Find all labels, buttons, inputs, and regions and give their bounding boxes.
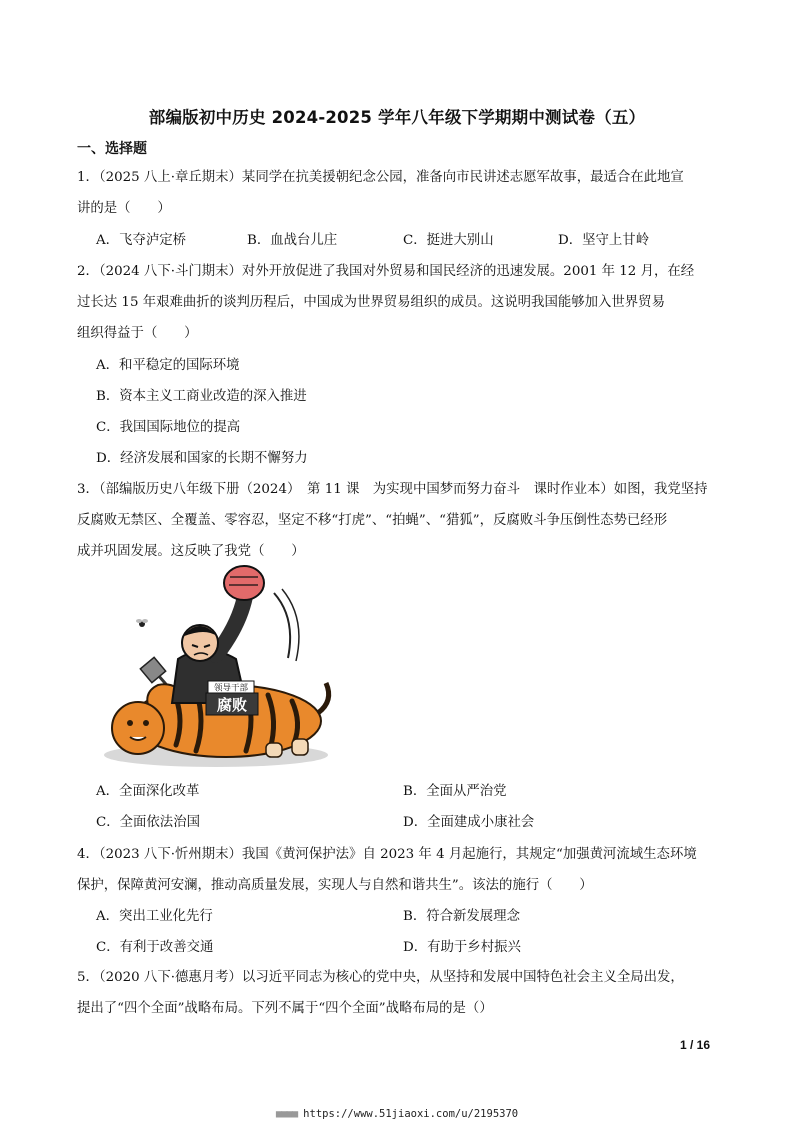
question-5-line-1: 5．（2020 八下·德惠月考）以习近平同志为核心的党中央，从坚持和发展中国特色社会主义全局出发， xyxy=(77,970,684,985)
question-4-option-c: C．有利于改善交通 xyxy=(96,940,214,955)
question-1-line-1: 1．（2025 八上·章丘期末）某同学在抗美援朝纪念公园，准备向市民讲述志愿军故事，最适合在此地宣 xyxy=(77,170,684,185)
question-3-line-1: 3．（部编版历史八年级下册（2024） 第 11 课 为实现中国梦而努力奋斗 课时作业本）如图，我党坚持 xyxy=(77,482,708,497)
question-1-option-b: B．血战台儿庄 xyxy=(247,233,338,248)
question-4-line-1: 4．（2023 八下·忻州期末）我国《黄河保护法》自 2023 年 4 月起施行，其规定“加强黄河流域生态环境 xyxy=(77,847,697,862)
question-2-option-b: B．资本主义工商业改造的深入推进 xyxy=(96,389,307,404)
anti-corruption-cartoon-image xyxy=(96,563,338,773)
question-2-line-1: 2．（2024 八下·斗门期末）对外开放促进了我国对外贸易和国民经济的迅速发展。2001 年 12 月，在经 xyxy=(77,264,695,279)
question-1-option-d: D．坚守上甘岭 xyxy=(558,233,650,248)
question-2-line-3: 组织得益于（ ） xyxy=(77,326,198,341)
footer-source xyxy=(0,1108,794,1120)
question-4-option-a: A．突出工业化先行 xyxy=(96,909,213,924)
question-3-option-d: D．全面建成小康社会 xyxy=(403,815,535,830)
question-3-option-a: A．全面深化改革 xyxy=(96,784,200,799)
question-2-option-d: D．经济发展和国家的长期不懈努力 xyxy=(96,451,308,466)
question-1-option-a: A．飞夺泸定桥 xyxy=(96,233,187,248)
question-4-line-2: 保护，保障黄河安澜，推动高质量发展，实现人与自然和谐共生”。该法的施行（ ） xyxy=(77,878,593,893)
fly-icon xyxy=(136,619,148,627)
footer-logo-mark: ■■■■ xyxy=(275,1108,298,1120)
question-3-option-b: B．全面从严治党 xyxy=(403,784,507,799)
document-title: 部编版初中历史 2024-2025 学年八年级下学期期中测试卷（五） xyxy=(148,108,646,127)
question-2-option-c: C．我国国际地位的提高 xyxy=(96,420,241,435)
cartoon-sign-main: 腐败 xyxy=(216,696,248,714)
page-number: 1 / 16 xyxy=(680,1038,711,1052)
question-5-line-2: 提出了“四个全面”战略布局。下列不属于“四个全面”战略布局的是（） xyxy=(77,1001,493,1016)
question-4-option-d: D．有助于乡村振兴 xyxy=(403,940,521,955)
question-1-line-2: 讲的是（ ） xyxy=(77,201,171,216)
question-2-line-2: 过长达 15 年艰难曲折的谈判历程后，中国成为世界贸易组织的成员。这说明我国能够加入世界贸易 xyxy=(77,295,665,310)
question-2-option-a: A．和平稳定的国际环境 xyxy=(96,358,240,373)
question-3-option-c: C．全面依法治国 xyxy=(96,815,200,830)
question-3-line-2: 反腐败无禁区、全覆盖、零容忍，坚定不移“打虎”、“拍蝇”、“猎狐”，反腐败斗争压倒性态势已经形 xyxy=(77,513,668,528)
cartoon-sign-top: 领导干部 xyxy=(213,683,249,694)
footer-url-link[interactable]: https://www.51jiaoxi.com/u/2195370 xyxy=(303,1108,519,1120)
question-1-option-c: C．挺进大别山 xyxy=(403,233,494,248)
question-4-option-b: B．符合新发展理念 xyxy=(403,909,520,924)
section-heading: 一、选择题 xyxy=(77,141,147,157)
question-3-line-3: 成并巩固发展。这反映了我党（ ） xyxy=(77,544,305,559)
